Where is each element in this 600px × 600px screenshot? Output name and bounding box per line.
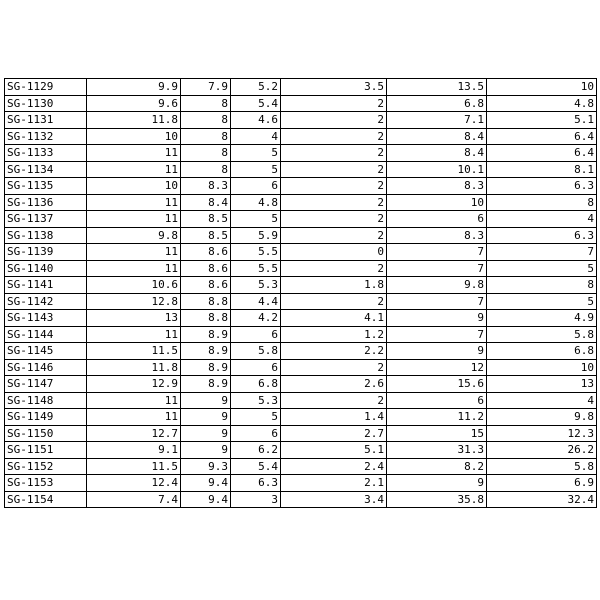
- row-id-cell: SG-1150: [5, 425, 87, 442]
- value-cell: 2: [281, 112, 387, 129]
- value-cell: 9.1: [87, 442, 181, 459]
- value-cell: 6.2: [231, 442, 281, 459]
- value-cell: 1.4: [281, 409, 387, 426]
- value-cell: 8.4: [181, 194, 231, 211]
- value-cell: 12.3: [487, 425, 597, 442]
- table-row: [5, 458, 597, 475]
- value-cell: 5.1: [487, 112, 597, 129]
- value-cell: 8.9: [181, 343, 231, 360]
- value-cell: 2: [281, 194, 387, 211]
- value-cell: 11.8: [87, 359, 181, 376]
- value-cell: 6.3: [487, 227, 597, 244]
- value-cell: 9.8: [87, 227, 181, 244]
- value-cell: 8: [181, 128, 231, 145]
- value-cell: 15: [387, 425, 487, 442]
- value-cell: 8.6: [181, 260, 231, 277]
- table-row: [5, 277, 597, 294]
- value-cell: 0: [281, 244, 387, 261]
- value-cell: 9: [181, 442, 231, 459]
- value-cell: 9: [181, 425, 231, 442]
- value-cell: 9: [181, 409, 231, 426]
- value-cell: 11: [87, 244, 181, 261]
- value-cell: 8.9: [181, 326, 231, 343]
- value-cell: 6.9: [487, 475, 597, 492]
- value-cell: 7: [387, 260, 487, 277]
- value-cell: 10.6: [87, 277, 181, 294]
- value-cell: 4.9: [487, 310, 597, 327]
- value-cell: 2.7: [281, 425, 387, 442]
- value-cell: 11: [87, 145, 181, 162]
- table-row: [5, 442, 597, 459]
- value-cell: 12.7: [87, 425, 181, 442]
- value-cell: 4.4: [231, 293, 281, 310]
- value-cell: 5: [487, 293, 597, 310]
- value-cell: 8.9: [181, 376, 231, 393]
- value-cell: 7: [387, 293, 487, 310]
- value-cell: 7: [487, 244, 597, 261]
- value-cell: 4.8: [487, 95, 597, 112]
- table-row: [5, 376, 597, 393]
- row-id-cell: SG-1146: [5, 359, 87, 376]
- value-cell: 10: [487, 359, 597, 376]
- row-id-cell: SG-1149: [5, 409, 87, 426]
- table-row: [5, 343, 597, 360]
- value-cell: 7.9: [181, 79, 231, 96]
- value-cell: 5.4: [231, 458, 281, 475]
- value-cell: 8.8: [181, 293, 231, 310]
- value-cell: 3.4: [281, 491, 387, 508]
- table-row: [5, 145, 597, 162]
- table-row: [5, 211, 597, 228]
- value-cell: 11.5: [87, 458, 181, 475]
- value-cell: 5.1: [281, 442, 387, 459]
- value-cell: 2: [281, 145, 387, 162]
- row-id-cell: SG-1137: [5, 211, 87, 228]
- value-cell: 5.8: [487, 326, 597, 343]
- value-cell: 5.8: [231, 343, 281, 360]
- value-cell: 13: [487, 376, 597, 393]
- value-cell: 8.5: [181, 211, 231, 228]
- row-id-cell: SG-1151: [5, 442, 87, 459]
- value-cell: 3: [231, 491, 281, 508]
- value-cell: 15.6: [387, 376, 487, 393]
- value-cell: 5.3: [231, 277, 281, 294]
- value-cell: 7: [387, 326, 487, 343]
- row-id-cell: SG-1145: [5, 343, 87, 360]
- value-cell: 5.5: [231, 244, 281, 261]
- value-cell: 8.3: [387, 227, 487, 244]
- value-cell: 5.9: [231, 227, 281, 244]
- value-cell: 10: [487, 79, 597, 96]
- value-cell: 6.4: [487, 145, 597, 162]
- value-cell: 8: [181, 112, 231, 129]
- row-id-cell: SG-1136: [5, 194, 87, 211]
- value-cell: 6.3: [231, 475, 281, 492]
- value-cell: 12.9: [87, 376, 181, 393]
- value-cell: 4.2: [231, 310, 281, 327]
- value-cell: 9: [181, 392, 231, 409]
- value-cell: 11: [87, 392, 181, 409]
- value-cell: 9: [387, 475, 487, 492]
- row-id-cell: SG-1144: [5, 326, 87, 343]
- value-cell: 9.9: [87, 79, 181, 96]
- value-cell: 9: [387, 310, 487, 327]
- value-cell: 5.3: [231, 392, 281, 409]
- data-table: [4, 78, 597, 508]
- value-cell: 8.6: [181, 277, 231, 294]
- value-cell: 2: [281, 178, 387, 195]
- value-cell: 5: [487, 260, 597, 277]
- value-cell: 7.4: [87, 491, 181, 508]
- value-cell: 11: [87, 409, 181, 426]
- value-cell: 8.3: [181, 178, 231, 195]
- value-cell: 9: [387, 343, 487, 360]
- table-row: [5, 475, 597, 492]
- value-cell: 9.4: [181, 475, 231, 492]
- table-row: [5, 161, 597, 178]
- value-cell: 13.5: [387, 79, 487, 96]
- value-cell: 5.2: [231, 79, 281, 96]
- value-cell: 9.8: [487, 409, 597, 426]
- row-id-cell: SG-1133: [5, 145, 87, 162]
- value-cell: 4: [487, 392, 597, 409]
- row-id-cell: SG-1154: [5, 491, 87, 508]
- value-cell: 4.8: [231, 194, 281, 211]
- value-cell: 6: [387, 211, 487, 228]
- row-id-cell: SG-1147: [5, 376, 87, 393]
- table-row: [5, 178, 597, 195]
- table-row: [5, 79, 597, 96]
- value-cell: 12: [387, 359, 487, 376]
- value-cell: 11: [87, 211, 181, 228]
- value-cell: 10: [87, 178, 181, 195]
- value-cell: 6.8: [231, 376, 281, 393]
- value-cell: 4: [231, 128, 281, 145]
- value-cell: 4.1: [281, 310, 387, 327]
- value-cell: 10: [387, 194, 487, 211]
- value-cell: 5: [231, 161, 281, 178]
- value-cell: 1.8: [281, 277, 387, 294]
- row-id-cell: SG-1132: [5, 128, 87, 145]
- value-cell: 12.8: [87, 293, 181, 310]
- value-cell: 10.1: [387, 161, 487, 178]
- value-cell: 5.4: [231, 95, 281, 112]
- value-cell: 8: [487, 194, 597, 211]
- value-cell: 11.5: [87, 343, 181, 360]
- row-id-cell: SG-1131: [5, 112, 87, 129]
- value-cell: 11: [87, 326, 181, 343]
- row-id-cell: SG-1138: [5, 227, 87, 244]
- row-id-cell: SG-1148: [5, 392, 87, 409]
- value-cell: 12.4: [87, 475, 181, 492]
- value-cell: 2: [281, 128, 387, 145]
- value-cell: 2: [281, 227, 387, 244]
- table-row: [5, 260, 597, 277]
- table-row: [5, 326, 597, 343]
- row-id-cell: SG-1153: [5, 475, 87, 492]
- value-cell: 9.6: [87, 95, 181, 112]
- value-cell: 1.2: [281, 326, 387, 343]
- table-row: [5, 128, 597, 145]
- row-id-cell: SG-1130: [5, 95, 87, 112]
- value-cell: 8: [181, 145, 231, 162]
- value-cell: 2: [281, 359, 387, 376]
- value-cell: 8.9: [181, 359, 231, 376]
- value-cell: 2: [281, 211, 387, 228]
- row-id-cell: SG-1143: [5, 310, 87, 327]
- row-id-cell: SG-1152: [5, 458, 87, 475]
- row-id-cell: SG-1140: [5, 260, 87, 277]
- table-row: [5, 392, 597, 409]
- value-cell: 8: [181, 95, 231, 112]
- table-row: [5, 227, 597, 244]
- value-cell: 5.8: [487, 458, 597, 475]
- value-cell: 8.4: [387, 128, 487, 145]
- value-cell: 2.4: [281, 458, 387, 475]
- table-row: [5, 310, 597, 327]
- value-cell: 5: [231, 211, 281, 228]
- value-cell: 8: [181, 161, 231, 178]
- table-row: [5, 112, 597, 129]
- value-cell: 11: [87, 260, 181, 277]
- value-cell: 11: [87, 161, 181, 178]
- table-row: [5, 194, 597, 211]
- value-cell: 32.4: [487, 491, 597, 508]
- value-cell: 8: [487, 277, 597, 294]
- value-cell: 6.8: [387, 95, 487, 112]
- value-cell: 8.2: [387, 458, 487, 475]
- value-cell: 7: [387, 244, 487, 261]
- row-id-cell: SG-1141: [5, 277, 87, 294]
- value-cell: 11.2: [387, 409, 487, 426]
- table-row: [5, 359, 597, 376]
- table-row: [5, 425, 597, 442]
- table-row: [5, 95, 597, 112]
- value-cell: 7.1: [387, 112, 487, 129]
- value-cell: 35.8: [387, 491, 487, 508]
- value-cell: 6.8: [487, 343, 597, 360]
- value-cell: 9.8: [387, 277, 487, 294]
- value-cell: 8.5: [181, 227, 231, 244]
- value-cell: 6.3: [487, 178, 597, 195]
- row-id-cell: SG-1129: [5, 79, 87, 96]
- value-cell: 5.5: [231, 260, 281, 277]
- value-cell: 4.6: [231, 112, 281, 129]
- value-cell: 6: [387, 392, 487, 409]
- value-cell: 26.2: [487, 442, 597, 459]
- value-cell: 8.8: [181, 310, 231, 327]
- table-row: [5, 293, 597, 310]
- value-cell: 11.8: [87, 112, 181, 129]
- value-cell: 2: [281, 95, 387, 112]
- value-cell: 6.4: [487, 128, 597, 145]
- value-cell: 2: [281, 161, 387, 178]
- table-row: [5, 409, 597, 426]
- value-cell: 2.2: [281, 343, 387, 360]
- value-cell: 8.1: [487, 161, 597, 178]
- value-cell: 8.3: [387, 178, 487, 195]
- value-cell: 8.4: [387, 145, 487, 162]
- table-row: [5, 491, 597, 508]
- row-id-cell: SG-1142: [5, 293, 87, 310]
- value-cell: 6: [231, 326, 281, 343]
- value-cell: 31.3: [387, 442, 487, 459]
- row-id-cell: SG-1135: [5, 178, 87, 195]
- value-cell: 2: [281, 293, 387, 310]
- value-cell: 5: [231, 145, 281, 162]
- value-cell: 2.1: [281, 475, 387, 492]
- value-cell: 6: [231, 425, 281, 442]
- value-cell: 9.4: [181, 491, 231, 508]
- value-cell: 6: [231, 359, 281, 376]
- value-cell: 9.3: [181, 458, 231, 475]
- table-row: [5, 244, 597, 261]
- value-cell: 3.5: [281, 79, 387, 96]
- value-cell: 13: [87, 310, 181, 327]
- value-cell: 2: [281, 260, 387, 277]
- value-cell: 6: [231, 178, 281, 195]
- value-cell: 10: [87, 128, 181, 145]
- value-cell: 11: [87, 194, 181, 211]
- value-cell: 2.6: [281, 376, 387, 393]
- value-cell: 8.6: [181, 244, 231, 261]
- value-cell: 4: [487, 211, 597, 228]
- table-body: [5, 79, 597, 508]
- value-cell: 5: [231, 409, 281, 426]
- row-id-cell: SG-1134: [5, 161, 87, 178]
- row-id-cell: SG-1139: [5, 244, 87, 261]
- value-cell: 2: [281, 392, 387, 409]
